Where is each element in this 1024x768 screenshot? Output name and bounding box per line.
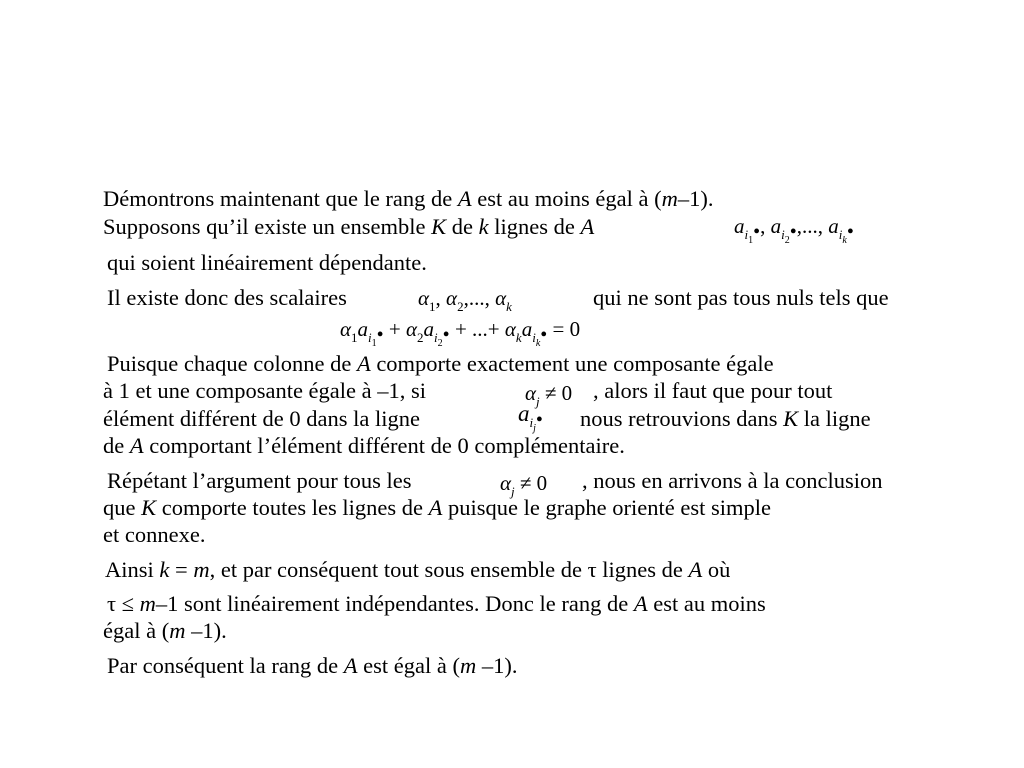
formula-alpha-nonzero-1: $\alpha_j \ne 0$ — [525, 381, 573, 409]
text-line-7: élément différent de 0 dans la ligne — [103, 406, 420, 431]
text-line-9: Répétant l’argument pour tous les — [107, 468, 412, 493]
text-line-12: Ainsi k = m, et par conséquent tout sous ensemble de τ lignes de A où — [105, 557, 731, 582]
formula-row-ij: $a_{i_j}•$ — [518, 401, 543, 434]
text-line-6: à 1 et une composante égale à –1, si — [103, 378, 427, 403]
text-line-1: Démontrons maintenant que le rang de A est au moins égal à (m–1). — [103, 186, 714, 211]
text-line-4: Il existe donc des scalaires — [107, 285, 347, 310]
text-line-6b: , alors il faut que pour tout — [593, 378, 833, 403]
text-line-8: de A comportant l’élément différent de 0 complémentaire. — [103, 433, 625, 458]
text-line-2: Supposons qu’il existe un ensemble K de k lignes de A — [103, 214, 595, 239]
text-line-7b: nous retrouvions dans K la ligne — [580, 406, 871, 431]
formula-alpha-nonzero-2: $\alpha_j \ne 0$ — [500, 471, 548, 499]
text-line-5: Puisque chaque colonne de A comporte exactement une composante égale — [107, 351, 774, 376]
formula-row-set: $a_{i_1}•$, $a_{i_2}•$,..., $a_{i_k}•$ — [734, 214, 854, 246]
text-line-13: τ ≤ m–1 sont linéairement indépendantes. Donc le rang de A est au moins — [107, 591, 766, 616]
text-line-4b: qui ne sont pas tous nuls tels que — [593, 285, 889, 310]
formula-linear-combination: $\alpha_1a_{i_1}•$ + $\alpha_2a_{i_2}•$ + ...+ $\alpha_ka_{i_k}• = 0$ — [340, 317, 581, 349]
text-line-9b: , nous en arrivons à la conclusion — [582, 468, 883, 493]
formula-scalars: $\alpha_1$, $\alpha_2$,..., $\alpha_k$ — [418, 286, 512, 314]
text-line-15: Par conséquent la rang de A est égal à (m –1). — [107, 653, 518, 678]
text-line-3: qui soient linéairement dépendante. — [107, 250, 427, 275]
text-line-10: que K comporte toutes les lignes de A puisque le graphe orienté est simple — [103, 495, 771, 520]
text-line-11: et connexe. — [103, 522, 206, 547]
text-line-14: égal à (m –1). — [103, 618, 227, 643]
